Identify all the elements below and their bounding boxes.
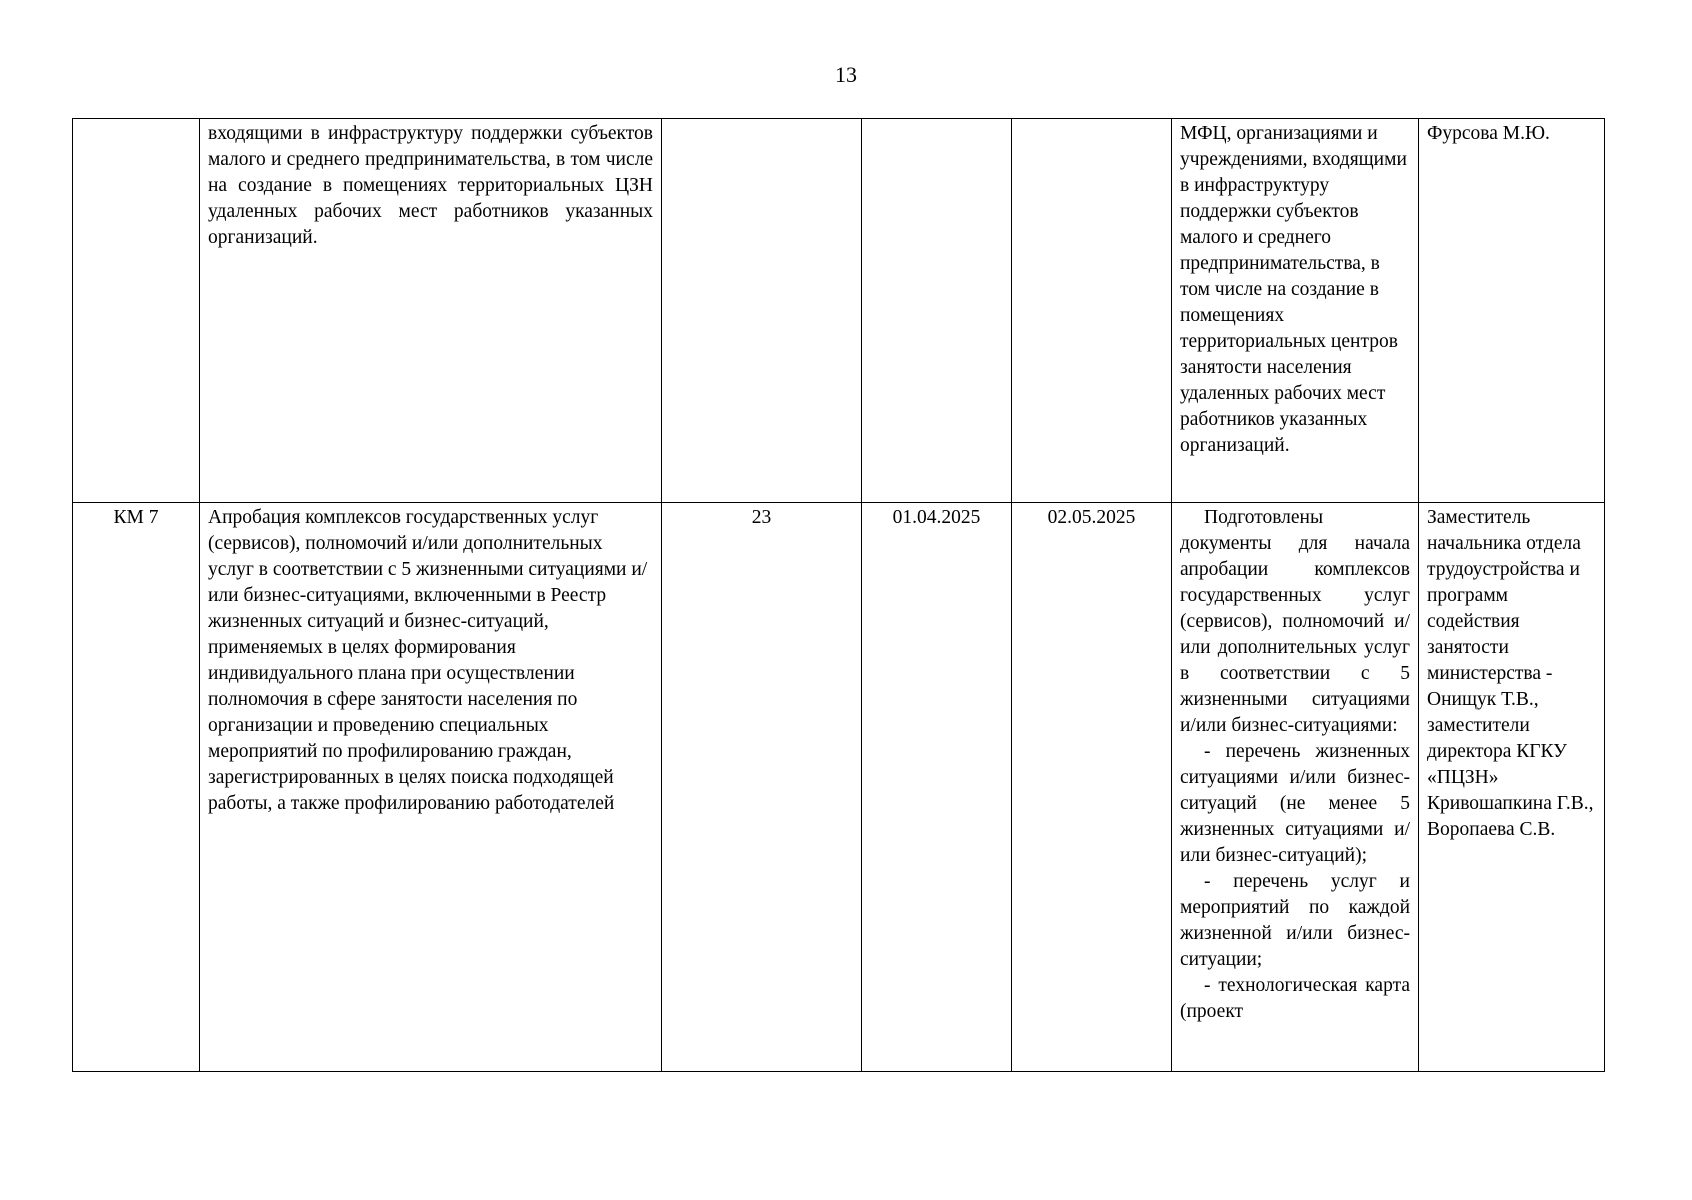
table-row [73, 503, 1605, 1072]
value-cell: 23 [662, 503, 862, 1072]
result-paragraph: - перечень услуг и мероприятий по каждой жизненной и/или бизнес-ситуации; [1180, 871, 1410, 970]
responsible-cell: Фурсова М.Ю. [1419, 119, 1605, 503]
table-row [73, 119, 1605, 503]
task-cell: Апробация комплексов государственных услуг (сервисов), полномочий и/или дополнительных услуг в соответствии с 5 жизненными ситуациями и/или бизнес-ситуациями, включенными в Реестр жизненных ситуаций и бизнес-ситуаций, применяемых в целях формирования индивидуального плана при осуществлении полномочия в сфере занятости населения по организации и проведению специальных мероприятий по профилированию граждан, зарегистрированных в целях поиска подходящей работы, а также профилированию работодателей [200, 503, 662, 1072]
start-date-cell [862, 119, 1012, 503]
code-cell [73, 119, 200, 503]
result-paragraph: - технологическая карта (проект [1180, 975, 1410, 1022]
end-date-cell [1012, 119, 1172, 503]
task-cell: входящими в инфраструктуру поддержки субъектов малого и среднего предпринимательства, в том числе на создание в помещениях территориальных ЦЗН удаленных рабочих мест работников указанных организаций. [200, 119, 662, 503]
plan-table [72, 118, 1605, 1072]
start-date-cell: 01.04.2025 [862, 503, 1012, 1072]
result-cell [1172, 503, 1419, 1072]
code-cell: КМ 7 [73, 503, 200, 1072]
responsible-cell: Заместитель начальника отдела трудоустройства и программ содействия занятости министерства - Онищук Т.В., заместители директора КГКУ «ПЦЗН» Кривошапкина Г.В., Воропаева С.В. [1419, 503, 1605, 1072]
result-cell: МФЦ, организациями и учреждениями, входящими в инфраструктуру поддержки субъектов малого и среднего предпринимательства, в том числе на создание в помещениях территориальных центров занятости населения удаленных рабочих мест работников указанных организаций. [1172, 119, 1419, 503]
result-paragraph: Подготовлены документы для начала апробации комплексов государственных услуг (сервисов), полномочий и/или дополнительных услуг в соответствии с 5 жизненными ситуациями и/или бизнес-ситуациями: [1180, 507, 1410, 736]
page-number: 13 [835, 62, 857, 87]
value-cell [662, 119, 862, 503]
end-date-cell: 02.05.2025 [1012, 503, 1172, 1072]
result-content [1180, 505, 1410, 1070]
result-paragraph: - перечень жизненных ситуациями и/или бизнес-ситуаций (не менее 5 жизненных ситуациями и/или бизнес-ситуаций); [1180, 741, 1410, 866]
